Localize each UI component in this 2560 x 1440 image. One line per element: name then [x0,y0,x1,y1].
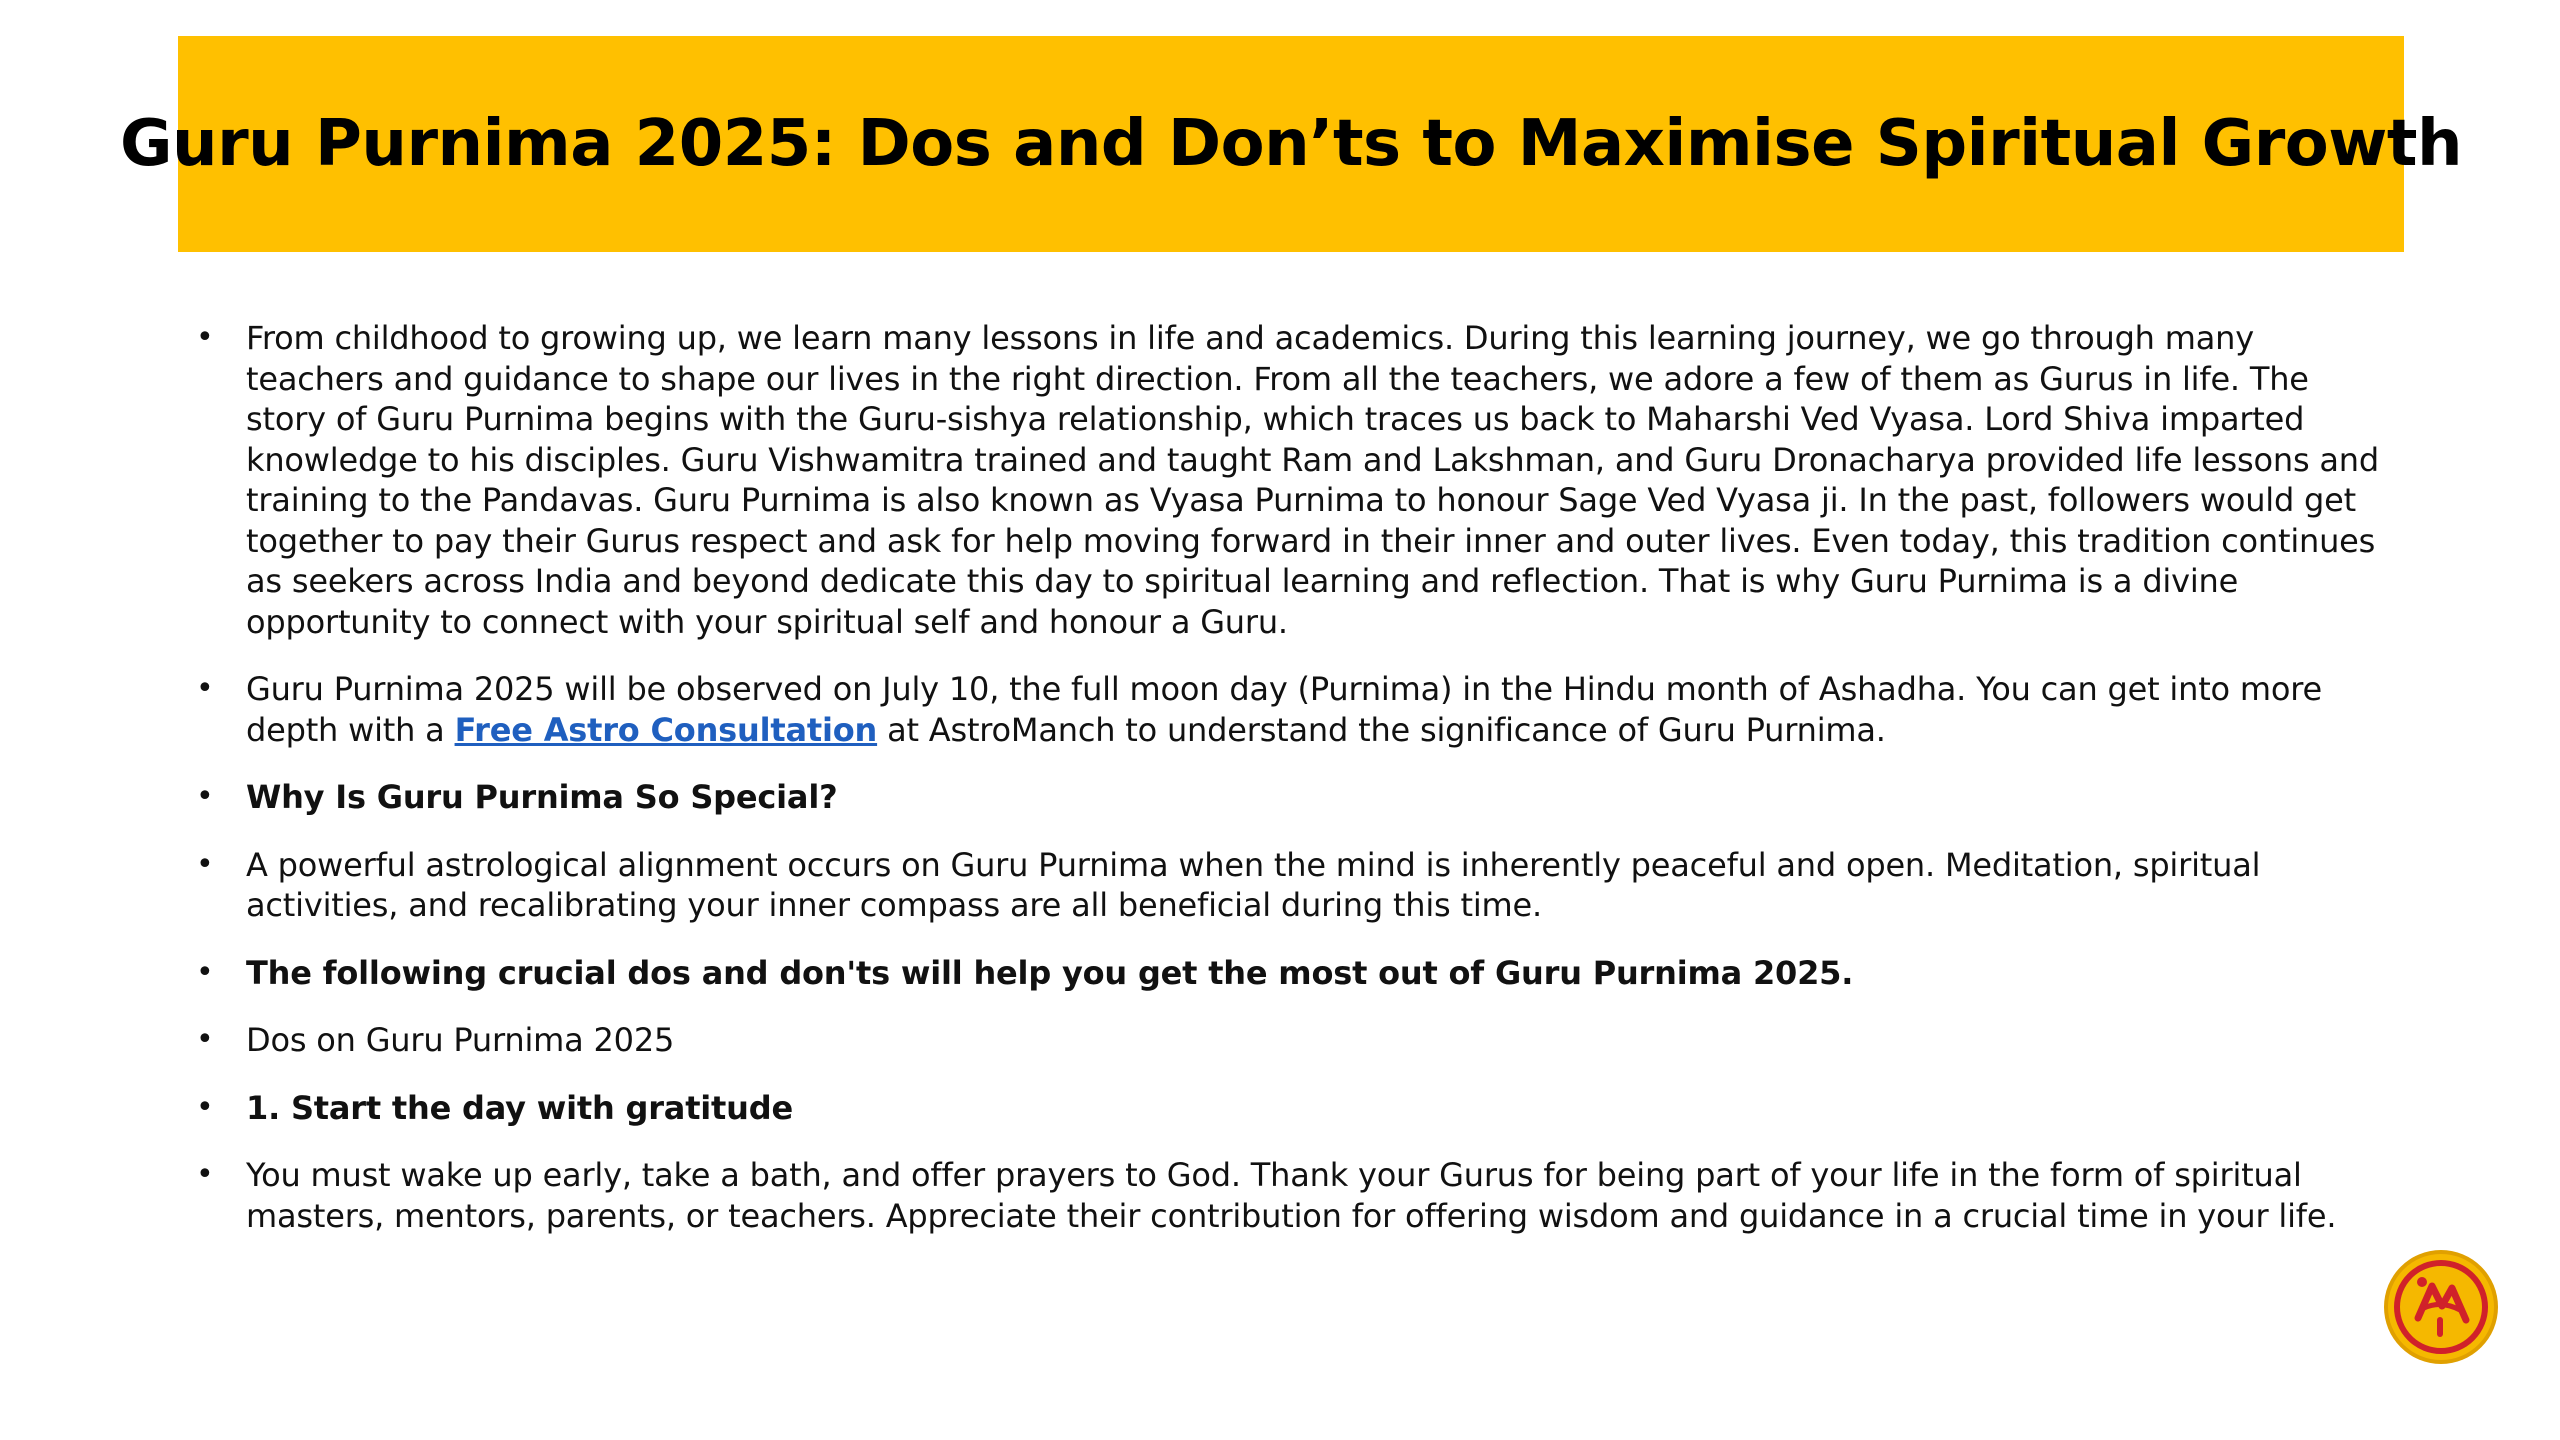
list-item-text-before: Guru Purnima 2025 will be observed on July 10, the full moon day (Purnima) in the Hindu month of Ashadha. You can get into more depth with a [246,670,2322,749]
list-item-text: 1. Start the day with gratitude [246,1088,793,1127]
list-item-text [246,670,2322,749]
title-banner [119,36,2463,252]
list-item-text: Why Is Guru Purnima So Special? [246,778,838,816]
astromanch-logo-icon [2382,1248,2500,1366]
list-item [190,1020,2390,1061]
free-astro-consultation-link[interactable]: Free Astro Consultation [454,710,878,749]
page-title: Guru Purnima 2025: Dos and Don’ts to Maximise Spiritual Growth [119,107,2463,181]
bullet-icon: • [196,1089,214,1125]
list-item-heading [190,777,2390,818]
list-item-text: From childhood to growing up, we learn many lessons in life and academics. During this learning journey, we go through many teachers and guidance to shape our lives in the right direction. From all the teachers, we adore a few of them as Gurus in life. The story of Guru Purnima begins with the Guru-sishya relationship, which traces us back to Maharshi Ved Vyasa. Lord Shiva imparted knowledge to his disciples. Guru Vishwamitra trained and taught Ram and Lakshman, and Guru Dronacharya provided life lessons and training to the Pandavas. Guru Purnima is also known as Vyasa Purnima to honour Sage Ved Vyasa ji. In the past, followers would get together to pay their Gurus respect and ask for help moving forward in their inner and outer lives. Even today, this tradition continues as seekers across India and beyond dedicate this day to spiritual learning and reflection. That is why Guru Purnima is a divine opportunity to connect with your spiritual self and honour a Guru. [246,319,2379,641]
bullet-icon: • [196,671,214,706]
list-item-text-after: at AstroManch to understand the significance of Guru Purnima. [877,710,1886,749]
list-item-text: A powerful astrological alignment occurs on Guru Purnima when the mind is inherently peaceful and open. Meditation, spiritual activities, and recalibrating your inner compass are all beneficial during this time. [246,845,2261,924]
list-item-heading [190,953,2390,994]
content-area [190,318,2390,1263]
bullet-icon: • [196,846,214,882]
bullet-icon: • [196,779,214,814]
list-item [190,669,2390,750]
bullet-icon: • [196,1157,214,1192]
bullet-icon: • [196,320,214,355]
list-item [190,318,2390,642]
list-item-text: Dos on Guru Purnima 2025 [246,1021,675,1059]
list-item-text: You must wake up early, take a bath, and offer prayers to God. Thank your Gurus for being part of your life in the form of spiritual masters, mentors, parents, or teachers. Appreciate their contribution for offering wisdom and guidance in a crucial time in your life. [246,1156,2337,1235]
list-item [190,1155,2390,1236]
list-item-text: The following crucial dos and don'ts will help you get the most out of Guru Purnima 2025. [246,953,1854,992]
list-item [190,845,2390,926]
bullet-icon: • [196,954,214,990]
bullet-icon: • [196,1022,214,1057]
list-item-heading [190,1088,2390,1129]
bullet-list [190,318,2390,1236]
